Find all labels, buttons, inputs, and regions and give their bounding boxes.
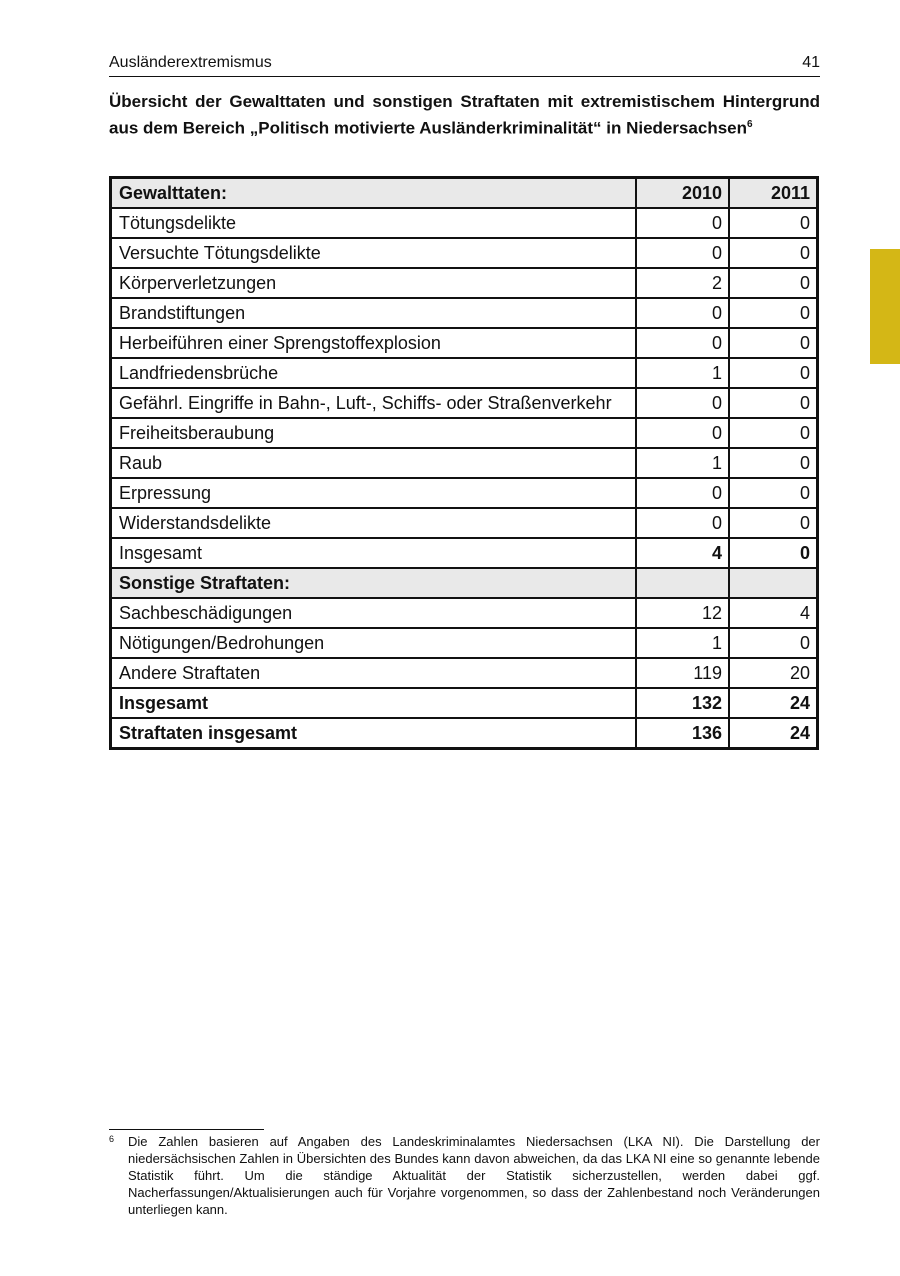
table-row — [111, 508, 818, 538]
cell-2010: 0 — [636, 388, 729, 418]
row-label: Widerstandsdelikte — [111, 508, 637, 538]
crime-statistics-table — [109, 176, 819, 750]
footnote-mark: 6 — [109, 1134, 115, 1144]
grand-total-row — [111, 718, 818, 749]
running-header — [109, 52, 820, 77]
row-label: Herbeiführen einer Sprengstoffexplosion — [111, 328, 637, 358]
table-title — [109, 90, 820, 140]
row-label: Straftaten insgesamt — [111, 718, 637, 749]
footnote-text: Die Zahlen basieren auf Angaben des Landeskriminalamtes Niedersachsen (LKA NI). Die Darstellung der niedersächsischen Zahlen in Übersichten des Bundes kann davon abweichen, da das LKA NI eine so genannte lebende Statistik führt. Um die ständige Aktualität der Statistik sicherzustellen, werden dabei ggf. Nacherfassungen/Aktualisierungen auch für Vorjahre vorgenommen, so dass der Zahlenbestand noch Veränderungen unterliegen kann. — [128, 1134, 820, 1217]
cell-2011: 0 — [729, 418, 818, 448]
cell-2011: 4 — [729, 598, 818, 628]
other-total-row — [111, 688, 818, 718]
cell-2010: 1 — [636, 628, 729, 658]
table-row — [111, 418, 818, 448]
row-label: Versuchte Tötungsdelikte — [111, 238, 637, 268]
violent-total-row — [111, 538, 818, 568]
page-number: 41 — [802, 54, 820, 71]
cell-2010: 0 — [636, 418, 729, 448]
cell-2011: 0 — [729, 358, 818, 388]
cell-2011: 0 — [729, 388, 818, 418]
section-label-violent: Gewalttaten: — [111, 178, 637, 209]
empty-cell — [729, 568, 818, 598]
cell-2011: 24 — [729, 718, 818, 749]
table-row — [111, 478, 818, 508]
cell-2010: 1 — [636, 448, 729, 478]
row-label: Freiheitsberaubung — [111, 418, 637, 448]
section-header-other — [111, 568, 818, 598]
cell-2010: 4 — [636, 538, 729, 568]
table-row — [111, 598, 818, 628]
table-row — [111, 238, 818, 268]
cell-2011: 0 — [729, 448, 818, 478]
running-title: Ausländerextremismus — [109, 54, 272, 71]
cell-2010: 0 — [636, 328, 729, 358]
cell-2010: 1 — [636, 358, 729, 388]
cell-2011: 0 — [729, 268, 818, 298]
cell-2011: 0 — [729, 478, 818, 508]
row-label: Gefährl. Eingriffe in Bahn-, Luft-, Schiffs- oder Straßenverkehr — [111, 388, 637, 418]
table-row — [111, 628, 818, 658]
cell-2010: 0 — [636, 238, 729, 268]
cell-2011: 24 — [729, 688, 818, 718]
table-row — [111, 388, 818, 418]
cell-2010: 0 — [636, 208, 729, 238]
row-label: Insgesamt — [111, 538, 637, 568]
row-label: Andere Straftaten — [111, 658, 637, 688]
cell-2010: 0 — [636, 298, 729, 328]
cell-2010: 0 — [636, 478, 729, 508]
cell-2010: 12 — [636, 598, 729, 628]
cell-2010: 132 — [636, 688, 729, 718]
footnote-divider — [109, 1129, 264, 1130]
cell-2011: 0 — [729, 508, 818, 538]
cell-2010: 2 — [636, 268, 729, 298]
cell-2011: 0 — [729, 298, 818, 328]
footnote-reference: 6 — [747, 119, 753, 130]
cell-2011: 0 — [729, 328, 818, 358]
table-row — [111, 328, 818, 358]
cell-2011: 0 — [729, 628, 818, 658]
row-label: Raub — [111, 448, 637, 478]
row-label: Insgesamt — [111, 688, 637, 718]
table-header-row — [111, 178, 818, 209]
cell-2011: 0 — [729, 538, 818, 568]
section-label-other: Sonstige Straftaten: — [111, 568, 637, 598]
cell-2010: 0 — [636, 508, 729, 538]
cell-2010: 119 — [636, 658, 729, 688]
row-label: Sachbeschädigungen — [111, 598, 637, 628]
row-label: Körperverletzungen — [111, 268, 637, 298]
cell-2011: 0 — [729, 208, 818, 238]
table-row — [111, 358, 818, 388]
cell-2010: 136 — [636, 718, 729, 749]
row-label: Brandstiftungen — [111, 298, 637, 328]
empty-cell — [636, 568, 729, 598]
table-row — [111, 448, 818, 478]
row-label: Landfriedensbrüche — [111, 358, 637, 388]
cell-2011: 20 — [729, 658, 818, 688]
cell-2011: 0 — [729, 238, 818, 268]
table-row — [111, 658, 818, 688]
table-row — [111, 208, 818, 238]
chapter-tab-marker — [870, 249, 900, 364]
footnote — [109, 1133, 820, 1218]
column-header-2011: 2011 — [729, 178, 818, 209]
column-header-2010: 2010 — [636, 178, 729, 209]
table-row — [111, 298, 818, 328]
table-row — [111, 268, 818, 298]
row-label: Nötigungen/Bedrohungen — [111, 628, 637, 658]
row-label: Tötungsdelikte — [111, 208, 637, 238]
table-title-text: Übersicht der Gewalttaten und sonstigen Straftaten mit extremistischem Hintergrund aus dem Bereich „Politisch motivierte Ausländerkriminalität“ in Niedersachsen — [109, 92, 820, 138]
row-label: Erpressung — [111, 478, 637, 508]
